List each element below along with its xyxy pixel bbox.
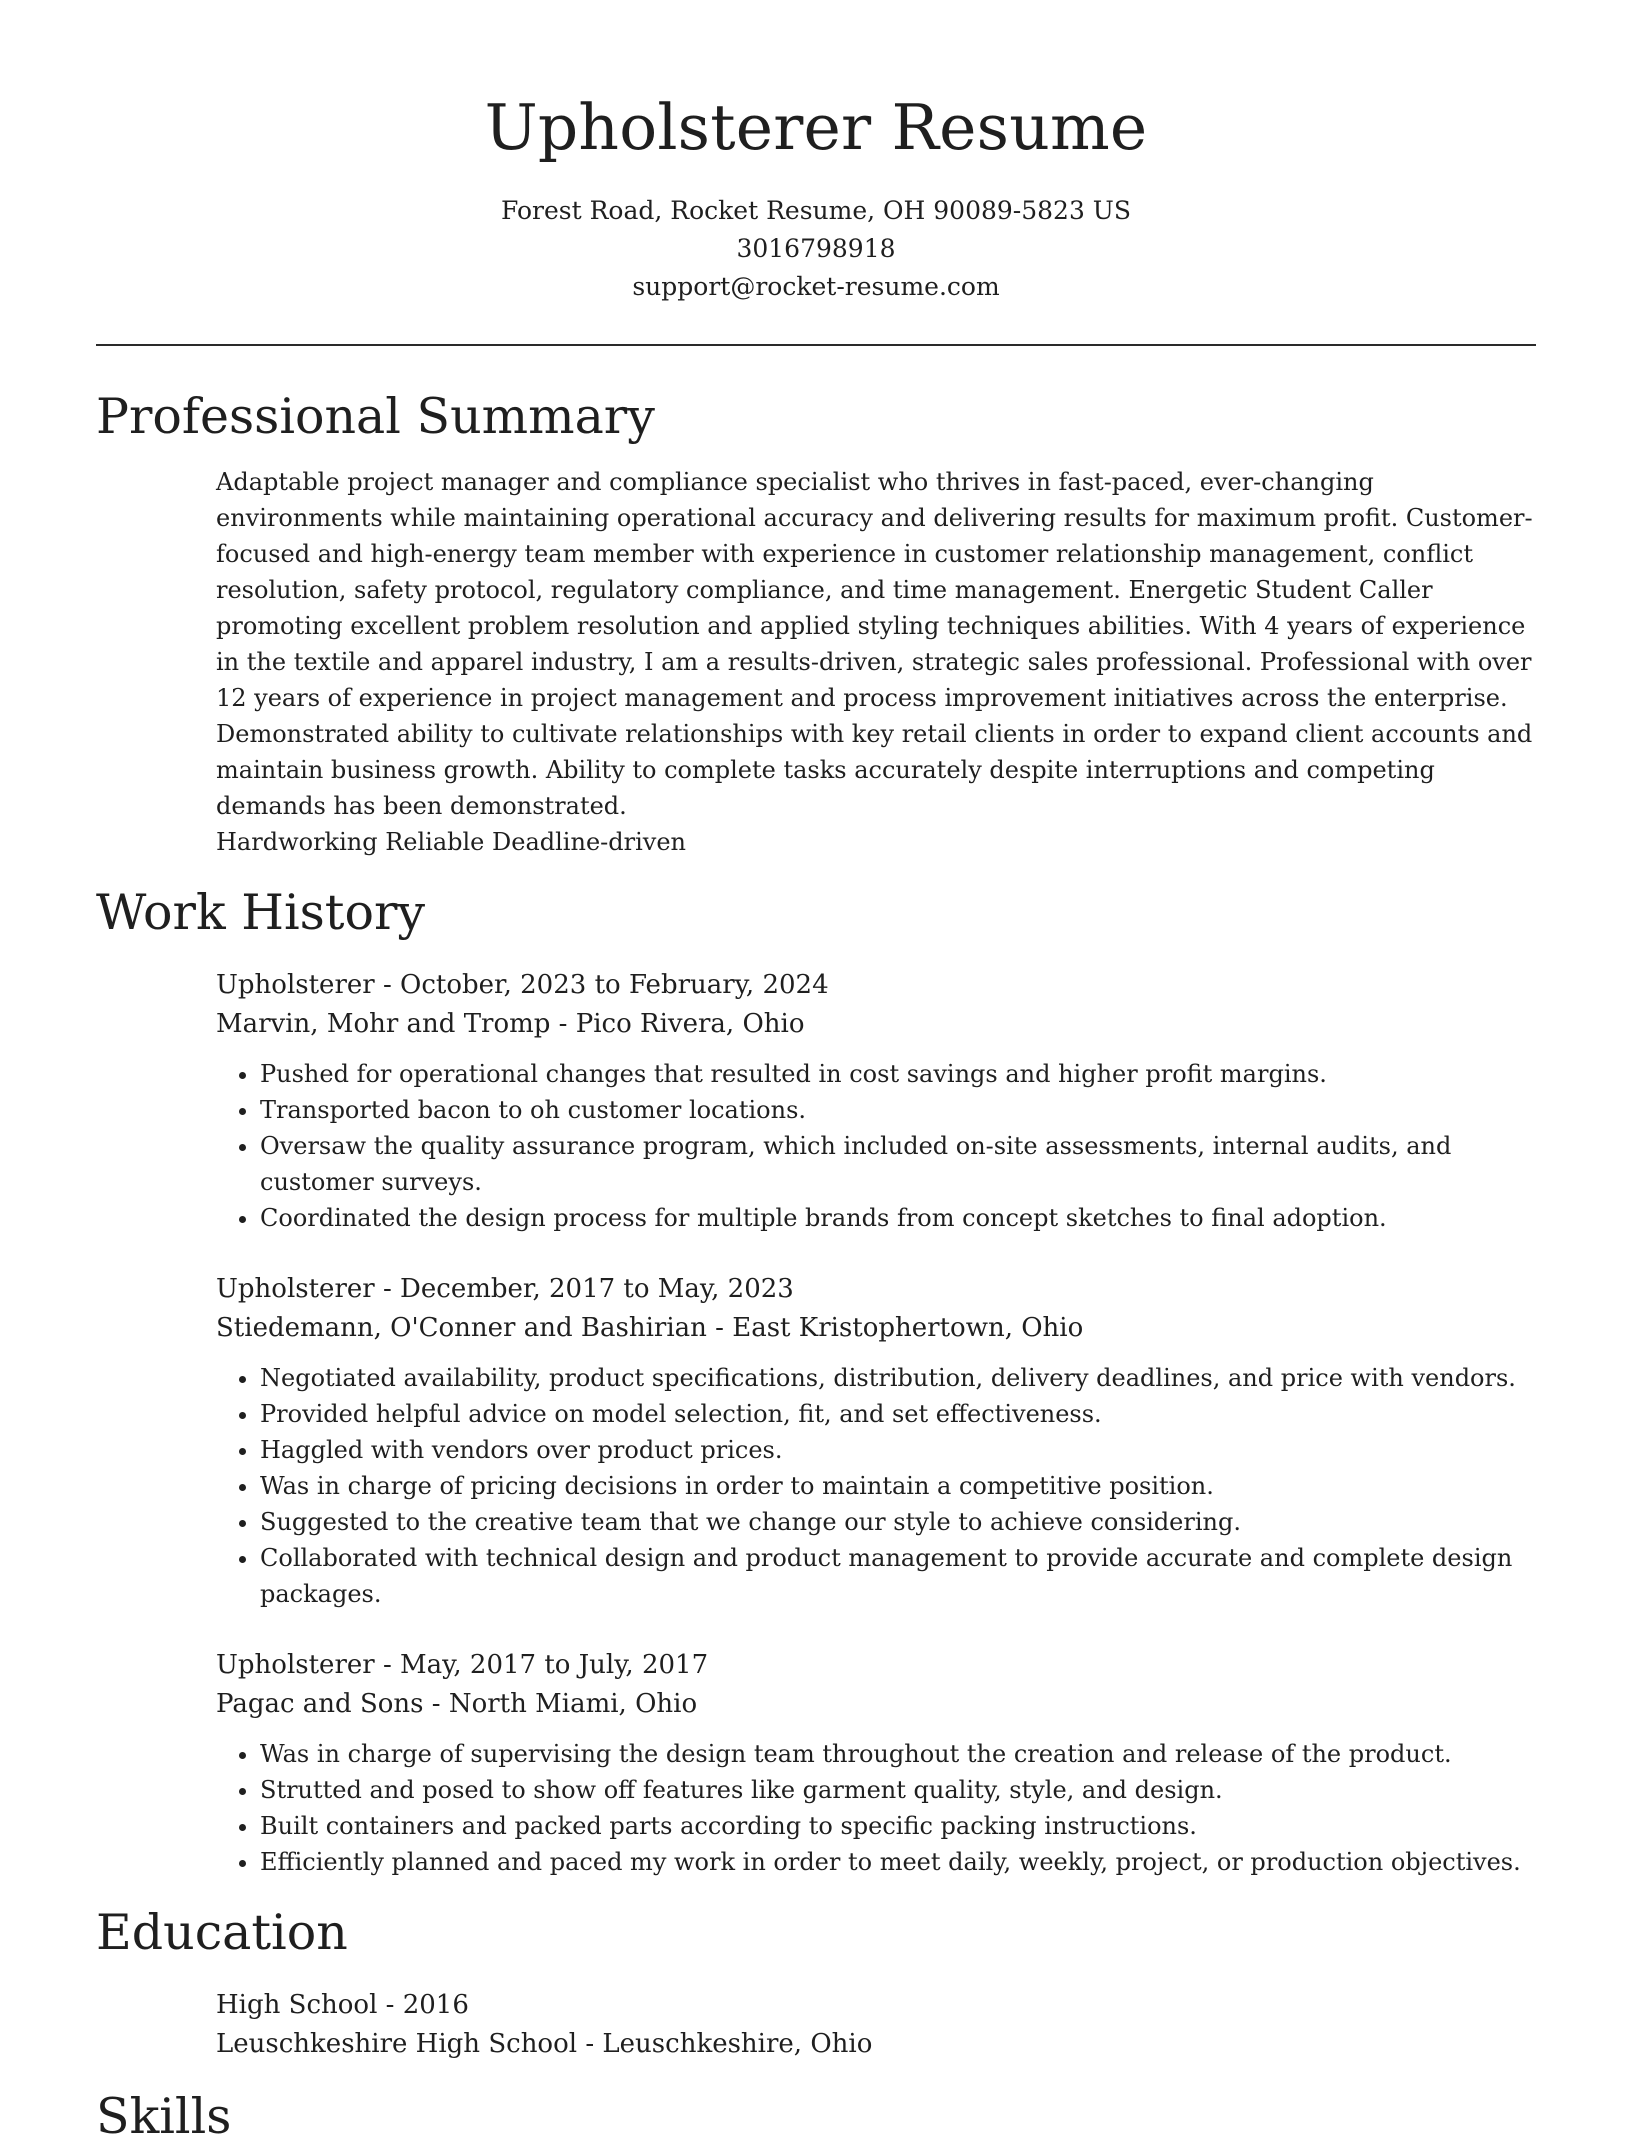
job-company-line — [216, 1685, 1536, 1724]
education-location: Leuschkeshire, Ohio — [602, 2029, 873, 2059]
section-title-summary: Professional Summary — [96, 388, 655, 445]
separator: - — [706, 1313, 733, 1343]
job-role-line — [216, 1646, 1536, 1685]
job-company-line — [216, 1309, 1536, 1348]
list-item: • Oversaw the quality assurance program, which included on-site assessments, internal audits, and customer surveys. — [260, 1128, 1536, 1200]
list-item: • Suggested to the creative team that we change our style to achieve considering. — [260, 1504, 1536, 1540]
education-degree: High School — [216, 1990, 378, 2020]
summary-text — [216, 464, 1536, 860]
job-entry — [216, 1270, 1536, 1612]
education-degree-line — [216, 1986, 1536, 2025]
job-company: Pagac and Sons — [216, 1689, 424, 1719]
separator: - — [423, 1689, 449, 1719]
section-title-skills: Skills — [96, 2088, 232, 2145]
list-item: • Transported bacon to oh customer locations. — [260, 1092, 1536, 1128]
job-company-line — [216, 1005, 1536, 1044]
education-entry — [216, 1986, 1536, 2064]
job-company: Marvin, Mohr and Tromp — [216, 1009, 551, 1039]
job-role-line — [216, 966, 1536, 1005]
job-location: Pico Rivera, Ohio — [575, 1009, 805, 1039]
contact-block — [96, 192, 1536, 306]
header-divider — [96, 344, 1536, 346]
summary-paragraph: Adaptable project manager and compliance specialist who thrives in fast-paced, ever-changing environments while maintaining operational accuracy and delivering results for maximum profit. Customer-focused and high-energy team member with experience in customer relationship management, conflict resolution, safety protocol, regulatory compliance, and time management. Energetic Student Caller promoting excellent problem resolution and applied styling techniques abilities. With 4 years of experience in the textile and apparel industry, I am a results-driven, strategic sales professional. Professional with over 12 years of experience in project management and process improvement initiatives across the enterprise. Demonstrated ability to cultivate relationships with key retail clients in order to expand client accounts and maintain business growth. Ability to complete tasks accurately despite interruptions and competing demands has been demonstrated. — [216, 468, 1533, 820]
list-item: • Was in charge of supervising the design team throughout the creation and release of the product. — [260, 1736, 1536, 1772]
list-item: • Haggled with vendors over product prices. — [260, 1432, 1536, 1468]
job-role-line — [216, 1270, 1536, 1309]
address: Forest Road, Rocket Resume, OH 90089-5823 US — [500, 196, 1132, 225]
job-dates: October, 2023 to February, 2024 — [400, 970, 829, 1000]
phone: 3016798918 — [736, 234, 896, 263]
summary-traits: Hardworking Reliable Deadline-driven — [216, 828, 686, 856]
resume-header — [96, 0, 1536, 306]
job-location: North Miami, Ohio — [448, 1689, 698, 1719]
education-school: Leuschkeshire High School — [216, 2029, 578, 2059]
job-company: Stiedemann, O'Conner and Bashirian — [216, 1313, 707, 1343]
list-item: • Pushed for operational changes that resulted in cost savings and higher profit margins. — [260, 1056, 1536, 1092]
separator: - — [577, 2029, 603, 2059]
job-entry — [216, 1646, 1536, 1880]
section-title-education: Education — [96, 1904, 348, 1961]
education-year: 2016 — [402, 1990, 469, 2020]
list-item: • Coordinated the design process for multiple brands from concept sketches to final adoption. — [260, 1200, 1536, 1236]
separator: - — [374, 1650, 401, 1680]
list-item: • Built containers and packed parts according to specific packing instructions. — [260, 1808, 1536, 1844]
education-school-line — [216, 2025, 1536, 2064]
list-item: • Strutted and posed to show off features like garment quality, style, and design. — [260, 1772, 1536, 1808]
job-role: Upholsterer — [216, 970, 375, 1000]
separator: - — [377, 1990, 403, 2020]
section-title-work-history: Work History — [96, 884, 426, 941]
job-role: Upholsterer — [216, 1274, 375, 1304]
resume-page — [96, 0, 1536, 2148]
job-bullets — [216, 1056, 1536, 1236]
list-item: • Negotiated availability, product specifications, distribution, delivery deadlines, and price with vendors. — [260, 1360, 1536, 1396]
separator: - — [550, 1009, 576, 1039]
job-dates: December, 2017 to May, 2023 — [400, 1274, 794, 1304]
resume-title: Upholsterer Resume — [484, 91, 1148, 164]
email: support@rocket-resume.com — [632, 272, 1000, 301]
job-dates: May, 2017 to July, 2017 — [400, 1650, 709, 1680]
job-bullets — [216, 1736, 1536, 1880]
list-item: • Was in charge of pricing decisions in order to maintain a competitive position. — [260, 1468, 1536, 1504]
job-location: East Kristophertown, Ohio — [732, 1313, 1084, 1343]
job-role: Upholsterer — [216, 1650, 375, 1680]
job-entry — [216, 966, 1536, 1236]
list-item: • Collaborated with technical design and product management to provide accurate and complete design packages. — [260, 1540, 1536, 1612]
list-item: • Provided helpful advice on model selection, fit, and set effectiveness. — [260, 1396, 1536, 1432]
list-item: • Efficiently planned and paced my work in order to meet daily, weekly, project, or production objectives. — [260, 1844, 1536, 1880]
job-bullets — [216, 1360, 1536, 1612]
separator: - — [374, 970, 401, 1000]
separator: - — [374, 1274, 401, 1304]
